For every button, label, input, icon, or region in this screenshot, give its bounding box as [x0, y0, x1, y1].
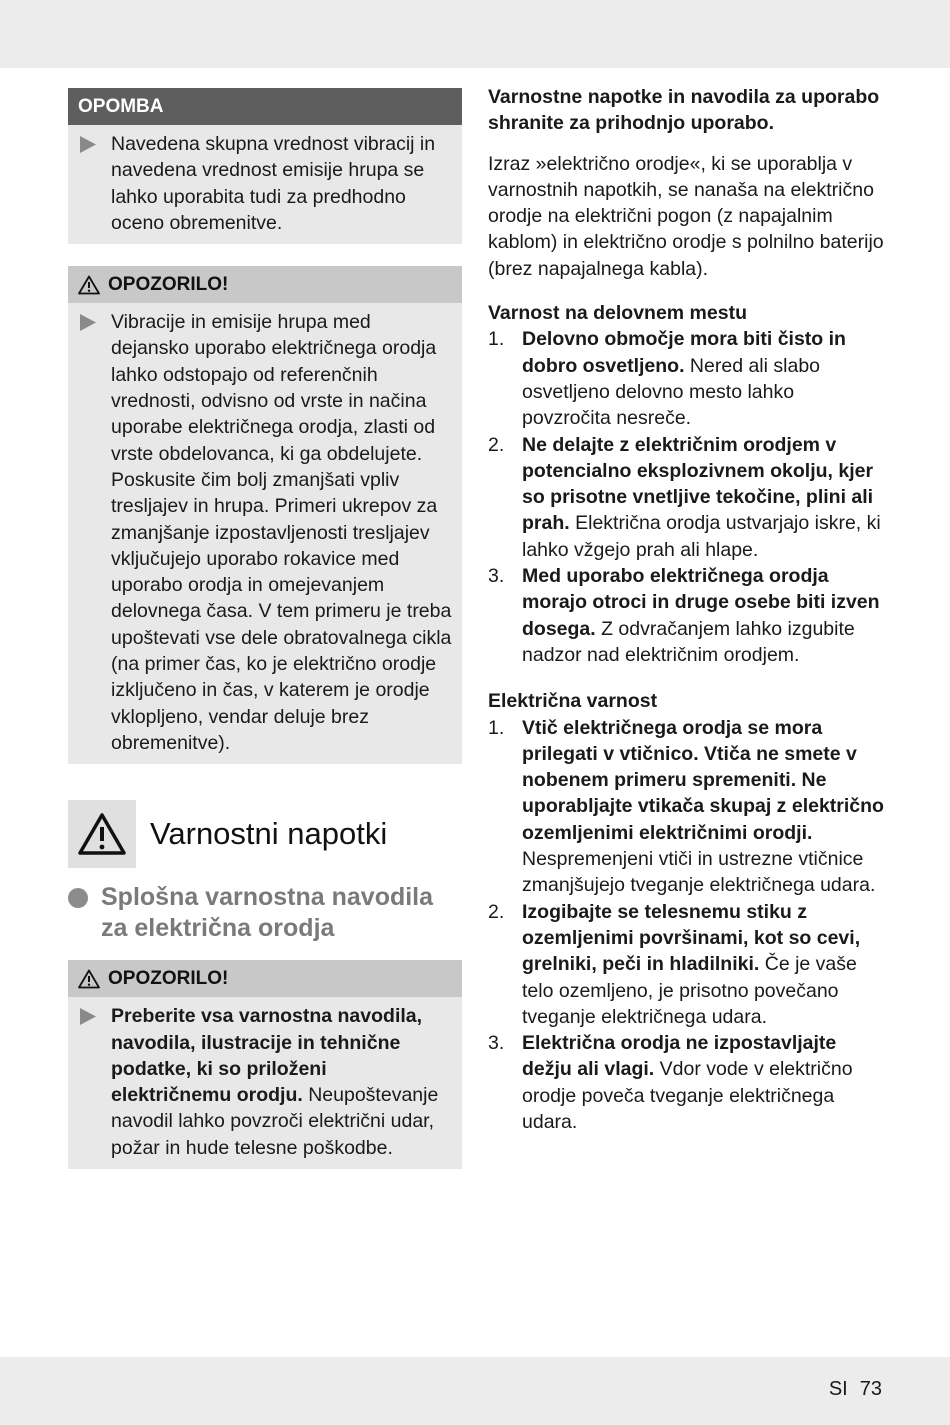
warning-icon	[68, 800, 136, 868]
section-heading: Varnostni napotki	[150, 816, 388, 852]
bottom-band	[0, 1357, 950, 1425]
electrical-safety-heading: Električna varnost	[488, 690, 658, 713]
warning-box-2-body	[68, 997, 462, 1169]
warning-box-2-title: OPOZORILO!	[108, 968, 229, 990]
list-item	[488, 563, 888, 668]
warning-1-bullet	[80, 309, 452, 756]
item-normal: Električna orodja ustvarjajo iskre, ki lahko vžgejo prah ali hlape.	[522, 512, 881, 561]
warning-box-1-body	[68, 303, 462, 764]
list-item	[488, 432, 888, 563]
item-number: 2.	[488, 900, 505, 923]
warning-box-1	[68, 266, 462, 764]
item-bold: Delovno območje mora biti čisto in dobro osvetljeno.	[522, 328, 846, 377]
warning-icon	[78, 275, 100, 295]
bullet-triangle-icon	[80, 131, 111, 236]
sub-title	[68, 882, 462, 944]
top-band	[0, 0, 950, 68]
item-bold: Izogibajte se telesnemu stiku z ozemljenimi površinami, kot so cevi, grelniki, peči in hladilniki.	[522, 900, 861, 976]
item-bold: Električna orodja ne izpostavljajte dežju ali vlagi.	[522, 1032, 837, 1081]
item-number: 1.	[488, 716, 505, 739]
warning-2-bold: Preberite vsa varnostna navodila, navodila, ilustracije in tehnične podatke, ki so priloženi električnemu orodju.	[111, 1005, 423, 1107]
work-safety-heading: Varnost na delovnem mestu	[488, 302, 747, 325]
item-normal: Nered ali slabo osvetljeno delovno mesto lahko povzročita nesreče.	[522, 354, 821, 430]
item-normal: Z odvračanjem lahko izgubite nadzor nad električnim orodjem.	[522, 617, 855, 666]
item-number: 2.	[488, 433, 505, 456]
list-item	[488, 326, 888, 431]
section-title	[68, 800, 462, 868]
work-safety-list	[488, 326, 888, 668]
item-text	[522, 326, 888, 431]
warning-2-text	[111, 1003, 452, 1161]
intro-paragraph: Izraz »električno orodje«, ki se uporablja v varnostnih napotkih, se nanaša na električno orodje na električni pogon (z napajalnim kablom) in električno orodje s polnilno baterijo (brez napajalnega kabla).	[488, 152, 884, 280]
right-column	[488, 84, 888, 1135]
note-box-title: OPOMBA	[68, 88, 462, 125]
item-bold: Vtič električnega orodja se mora prilegati v vtičnico. Vtiča ne smete v nobenem primeru spremeniti. Ne uporabljajte vtikača skupaj z električno ozemljenimi električnimi orodji.	[522, 716, 884, 844]
item-text	[522, 899, 888, 1030]
bullet-triangle-icon	[80, 309, 111, 756]
left-column	[68, 88, 462, 1169]
language-code: SI	[828, 1378, 848, 1400]
item-number: 1.	[488, 328, 505, 351]
warning-1-text: Vibracije in emisije hrupa med dejansko uporabo električnega orodja lahko odstopajo od referenčnih vrednosti, odvisno od vrste in načina uporabe električnega orodja, zlasti od vrste obdelovanca, ki ga obdelujete. Poskusite čim bolj zmanjšati vpliv tresljajev in hrupa. Primeri ukrepov za zmanjšanje izpostavljenosti tresljajev vključujejo uporabo rokavice med uporabo orodja in omejevanjem delovnega časa. V tem primeru je treba upoštevati vse dele obratovalnega cikla (na primer čas, ko je električno orodje izključeno in čas, v katerem je orodje vklopljeno, vendar deluje brez obremenitve).	[111, 311, 452, 754]
page-number: 73	[859, 1378, 882, 1400]
electrical-safety-list	[488, 715, 888, 1136]
item-number: 3.	[488, 1032, 505, 1055]
bullet-triangle-icon	[80, 1003, 111, 1161]
warning-box-1-header	[68, 266, 462, 303]
note-text: Navedena skupna vrednost vibracij in navedena vrednost emisije hrupa se lahko uporabita tudi za predhodno oceno obremenitve.	[111, 133, 436, 234]
list-item	[488, 1030, 888, 1135]
sub-heading: Splošna varnostna navodila za električna orodja	[101, 883, 434, 943]
note-box-body	[68, 125, 462, 244]
warning-2-bullet	[80, 1003, 452, 1161]
intro-bold: Varnostne napotke in navodila za uporabo shranite za prihodnjo uporabo.	[488, 86, 880, 135]
note-box	[68, 88, 462, 244]
warning-box-2	[68, 960, 462, 1169]
item-text	[522, 432, 888, 563]
warning-box-1-title: OPOZORILO!	[108, 274, 229, 296]
note-bullet	[80, 131, 452, 236]
item-number: 3.	[488, 565, 505, 588]
warning-2-normal: Neupoštevanje navodil lahko povzroči električni udar, požar in hude telesne poškodbe.	[111, 1084, 439, 1159]
item-text	[522, 1030, 888, 1135]
item-normal: Vdor vode v električno orodje poveča tveganje električnega udara.	[522, 1058, 853, 1133]
item-bold: Ne delajte z električnim orodjem v potencialno eksplozivnem okolju, kjer so prisotne vnetljive tekočine, plini ali prah.	[522, 433, 874, 535]
item-normal: Nespremenjeni vtiči in ustrezne vtičnice zmanjšujejo tveganje električnega udara.	[522, 848, 876, 897]
warning-icon	[78, 969, 100, 989]
item-text	[522, 563, 888, 668]
item-normal: Če je vaše telo ozemljeno, je prisotno povečano tveganje električnega udara.	[522, 953, 857, 1028]
item-text	[522, 715, 888, 899]
list-item	[488, 715, 888, 899]
item-bold: Med uporabo električnega orodja morajo otroci in druge osebe biti izven dosega.	[522, 565, 880, 640]
warning-box-2-header	[68, 960, 462, 997]
list-item	[488, 899, 888, 1030]
bullet-dot-icon	[68, 888, 88, 908]
page-footer	[817, 1378, 882, 1401]
